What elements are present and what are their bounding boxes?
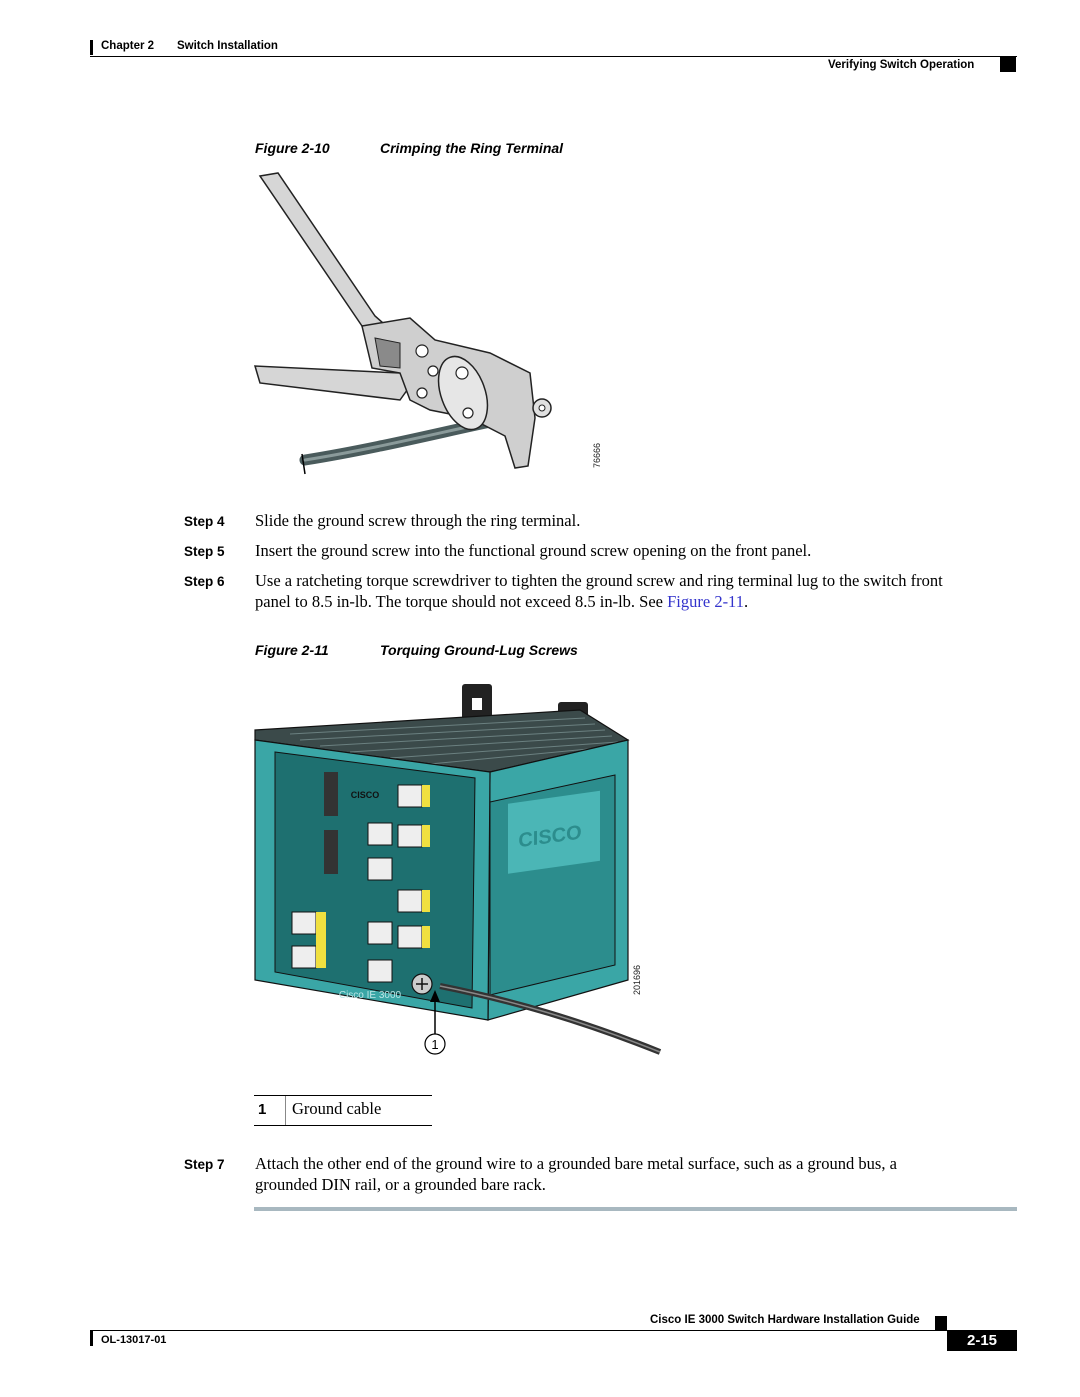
footer-guide-title: Cisco IE 3000 Switch Hardware Installation Guide [650, 1314, 920, 1326]
step-6-line1: Use a ratcheting torque screwdriver to tighten the ground screw and ring terminal lug to the switch front [255, 571, 943, 590]
step-7-line1: Attach the other end of the ground wire to a grounded bare metal surface, such as a ground bus, a [255, 1154, 897, 1173]
callout-table-bottom-rule [254, 1125, 432, 1126]
figure-10-title: Crimping the Ring Terminal [380, 140, 564, 156]
callout-1-text: Ground cable [292, 1099, 382, 1118]
figure-10-art-number: 76666 [592, 442, 602, 468]
step-7-label: Step 7 [184, 1157, 225, 1172]
step-6-label: Step 6 [184, 574, 225, 589]
step-7-text [255, 1153, 1025, 1195]
header-left-bar [90, 40, 93, 55]
step-7-line2: grounded DIN rail, or a grounded bare rack. [255, 1175, 546, 1194]
device-label: Cisco IE 3000 [338, 990, 402, 1001]
step-5-text: Insert the ground screw into the functional ground screw opening on the front panel. [255, 541, 812, 560]
header-right-block [1000, 57, 1016, 72]
step-6-line2-pre: panel to 8.5 in-lb. The torque should not exceed 8.5 in-lb. See [255, 592, 668, 611]
header-chapter-label: Chapter 2 [101, 40, 155, 52]
side-brand-mark: CISCO [518, 821, 582, 853]
footer-left-bar [90, 1331, 93, 1346]
callout-marker: 1 [431, 1037, 439, 1052]
step-4-label: Step 4 [184, 514, 225, 529]
callout-1-number: 1 [258, 1101, 267, 1118]
figure-10-label: Figure 2-10 [255, 140, 330, 156]
callout-table-top-rule [254, 1095, 432, 1096]
switch-ground-lug-illustration [250, 680, 670, 1060]
footer-doc-number: OL-13017-01 [101, 1334, 167, 1346]
figure-11-label: Figure 2-11 [255, 642, 329, 658]
header-chapter-title: Switch Installation [177, 40, 278, 52]
figure-11-art-number: 201696 [632, 964, 642, 995]
step-4-text: Slide the ground screw through the ring terminal. [255, 511, 581, 530]
step-6-line2-post: . [743, 592, 749, 611]
footer-rule [90, 1330, 1017, 1331]
header-section-title: Verifying Switch Operation [828, 59, 975, 71]
page-number: 2-15 [966, 1332, 998, 1349]
header-rule [90, 56, 1017, 57]
step-5-label: Step 5 [184, 544, 225, 559]
footer-tab-marker [935, 1316, 947, 1330]
figure-2-11-link[interactable]: Figure 2-11 [667, 592, 744, 611]
step-6-text [255, 570, 1025, 612]
callout-table-divider [285, 1096, 286, 1125]
page-number-tab [947, 1331, 1017, 1351]
crimping-tool-illustration [250, 168, 590, 488]
front-brand-mark: CISCO [350, 790, 380, 800]
procedure-end-rule [254, 1207, 1017, 1211]
figure-11-title: Torquing Ground-Lug Screws [380, 642, 578, 658]
